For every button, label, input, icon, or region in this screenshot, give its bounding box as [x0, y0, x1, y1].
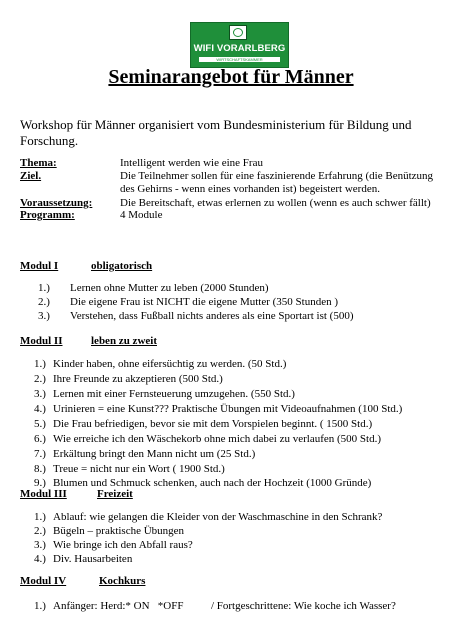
label-programm: Programm:: [20, 209, 75, 221]
list-item-number: 2.): [34, 525, 46, 537]
list-item: Urinieren = eine Kunst??? Praktische Übungen mit Videoaufnahmen (100 Std.): [53, 403, 403, 415]
list-item-number: 4.): [34, 553, 46, 565]
list-item-number: 3.): [38, 310, 50, 322]
module-3-heading: Modul III: [20, 488, 67, 500]
list-item-number: 1.): [34, 358, 46, 370]
list-item-number: 1.): [38, 282, 50, 294]
module-4-subtitle: Kochkurs: [99, 575, 146, 587]
list-item: Div. Hausarbeiten: [53, 553, 133, 565]
value-programm: 4 Module: [120, 209, 163, 221]
logo-subtext: WIRTSCHAFTSKAMMER: [199, 57, 280, 62]
module-4-heading: Modul IV: [20, 575, 67, 587]
list-item-number: 4.): [34, 403, 46, 415]
list-item-number: 5.): [34, 418, 46, 430]
list-item: Wie erreiche ich den Wäschekorb ohne mich dabei zu verlaufen (500 Std.): [53, 433, 381, 445]
module-1-subtitle: obligatorisch: [91, 260, 153, 272]
module-2-heading: Modul II: [20, 335, 63, 347]
list-item-number: 3.): [34, 388, 46, 400]
wifi-logo: [190, 22, 289, 68]
list-item: Ihre Freunde zu akzeptieren (500 Std.): [53, 373, 223, 385]
module-1-heading: Modul I: [20, 260, 59, 272]
list-item: Verstehen, dass Fußball nichts anderes als eine Sportart ist (500): [70, 310, 354, 322]
list-item: Blumen und Schmuck schenken, auch nach der Hochzeit (1000 Gründe): [53, 477, 372, 489]
label-ziel: Ziel.: [20, 170, 42, 182]
value-ziel-line-1: Die Teilnehmer sollen für eine faszinierende Erfahrung (die Benützung: [120, 170, 434, 182]
list-item: Lernen mit einer Fernsteuerung umzugehen. (550 Std.): [53, 388, 295, 400]
value-ziel-line-2: des Gehirns - wenn eines vorhanden ist) begeistert werden.: [120, 183, 380, 195]
intro-text: Workshop für Männer organisiert vom Bundesministerium für Bildung und Forschung.: [20, 117, 412, 148]
list-item: Erkältung bringt den Mann nicht um (25 Std.): [53, 448, 256, 460]
list-item: Lernen ohne Mutter zu leben (2000 Stunden): [70, 282, 269, 294]
label-voraussetzung: Voraussetzung:: [20, 197, 93, 209]
list-item-number: 1.): [34, 511, 46, 523]
label-thema: Thema:: [20, 157, 57, 169]
logo-text: WIFI VORARLBERG: [193, 43, 286, 54]
module-2-subtitle: leben zu zweit: [91, 335, 157, 347]
list-item-number: 7.): [34, 448, 46, 460]
list-item-number: 2.): [34, 373, 46, 385]
list-item: Ablauf: wie gelangen die Kleider von der Waschmaschine in den Schrank?: [53, 511, 383, 523]
list-item: Bügeln – praktische Übungen: [53, 525, 185, 537]
list-item: Kinder haben, ohne eifersüchtig zu werden. (50 Std.): [53, 358, 287, 370]
list-item-number: 9.): [34, 477, 46, 489]
list-item-number: 8.): [34, 463, 46, 475]
value-voraussetzung: Die Bereitschaft, etwas erlernen zu wollen (wenn es auch schwer fällt): [120, 197, 431, 209]
list-item: Treue = nicht nur ein Wort ( 1900 Std.): [53, 463, 225, 475]
list-item-number: 2.): [38, 296, 50, 308]
list-item-number: 6.): [34, 433, 46, 445]
page-title: Seminarangebot für Männer: [108, 66, 354, 88]
wifi-emblem-icon: [229, 25, 247, 40]
list-item-number: 3.): [34, 539, 46, 551]
list-item: Die Frau befriedigen, bevor sie mit dem Vorspielen beginnt. ( 1500 Std.): [53, 418, 373, 430]
list-item-number: 1.): [34, 600, 46, 612]
list-item: Wie bringe ich den Abfall raus?: [53, 539, 193, 551]
list-item: Anfänger: Herd:* ON *OFF / Fortgeschrittene: Wie koche ich Wasser?: [53, 600, 396, 612]
list-item: Die eigene Frau ist NICHT die eigene Mutter (350 Stunden ): [70, 296, 339, 308]
module-3-subtitle: Freizeit: [97, 488, 133, 500]
value-thema: Intelligent werden wie eine Frau: [120, 157, 263, 169]
